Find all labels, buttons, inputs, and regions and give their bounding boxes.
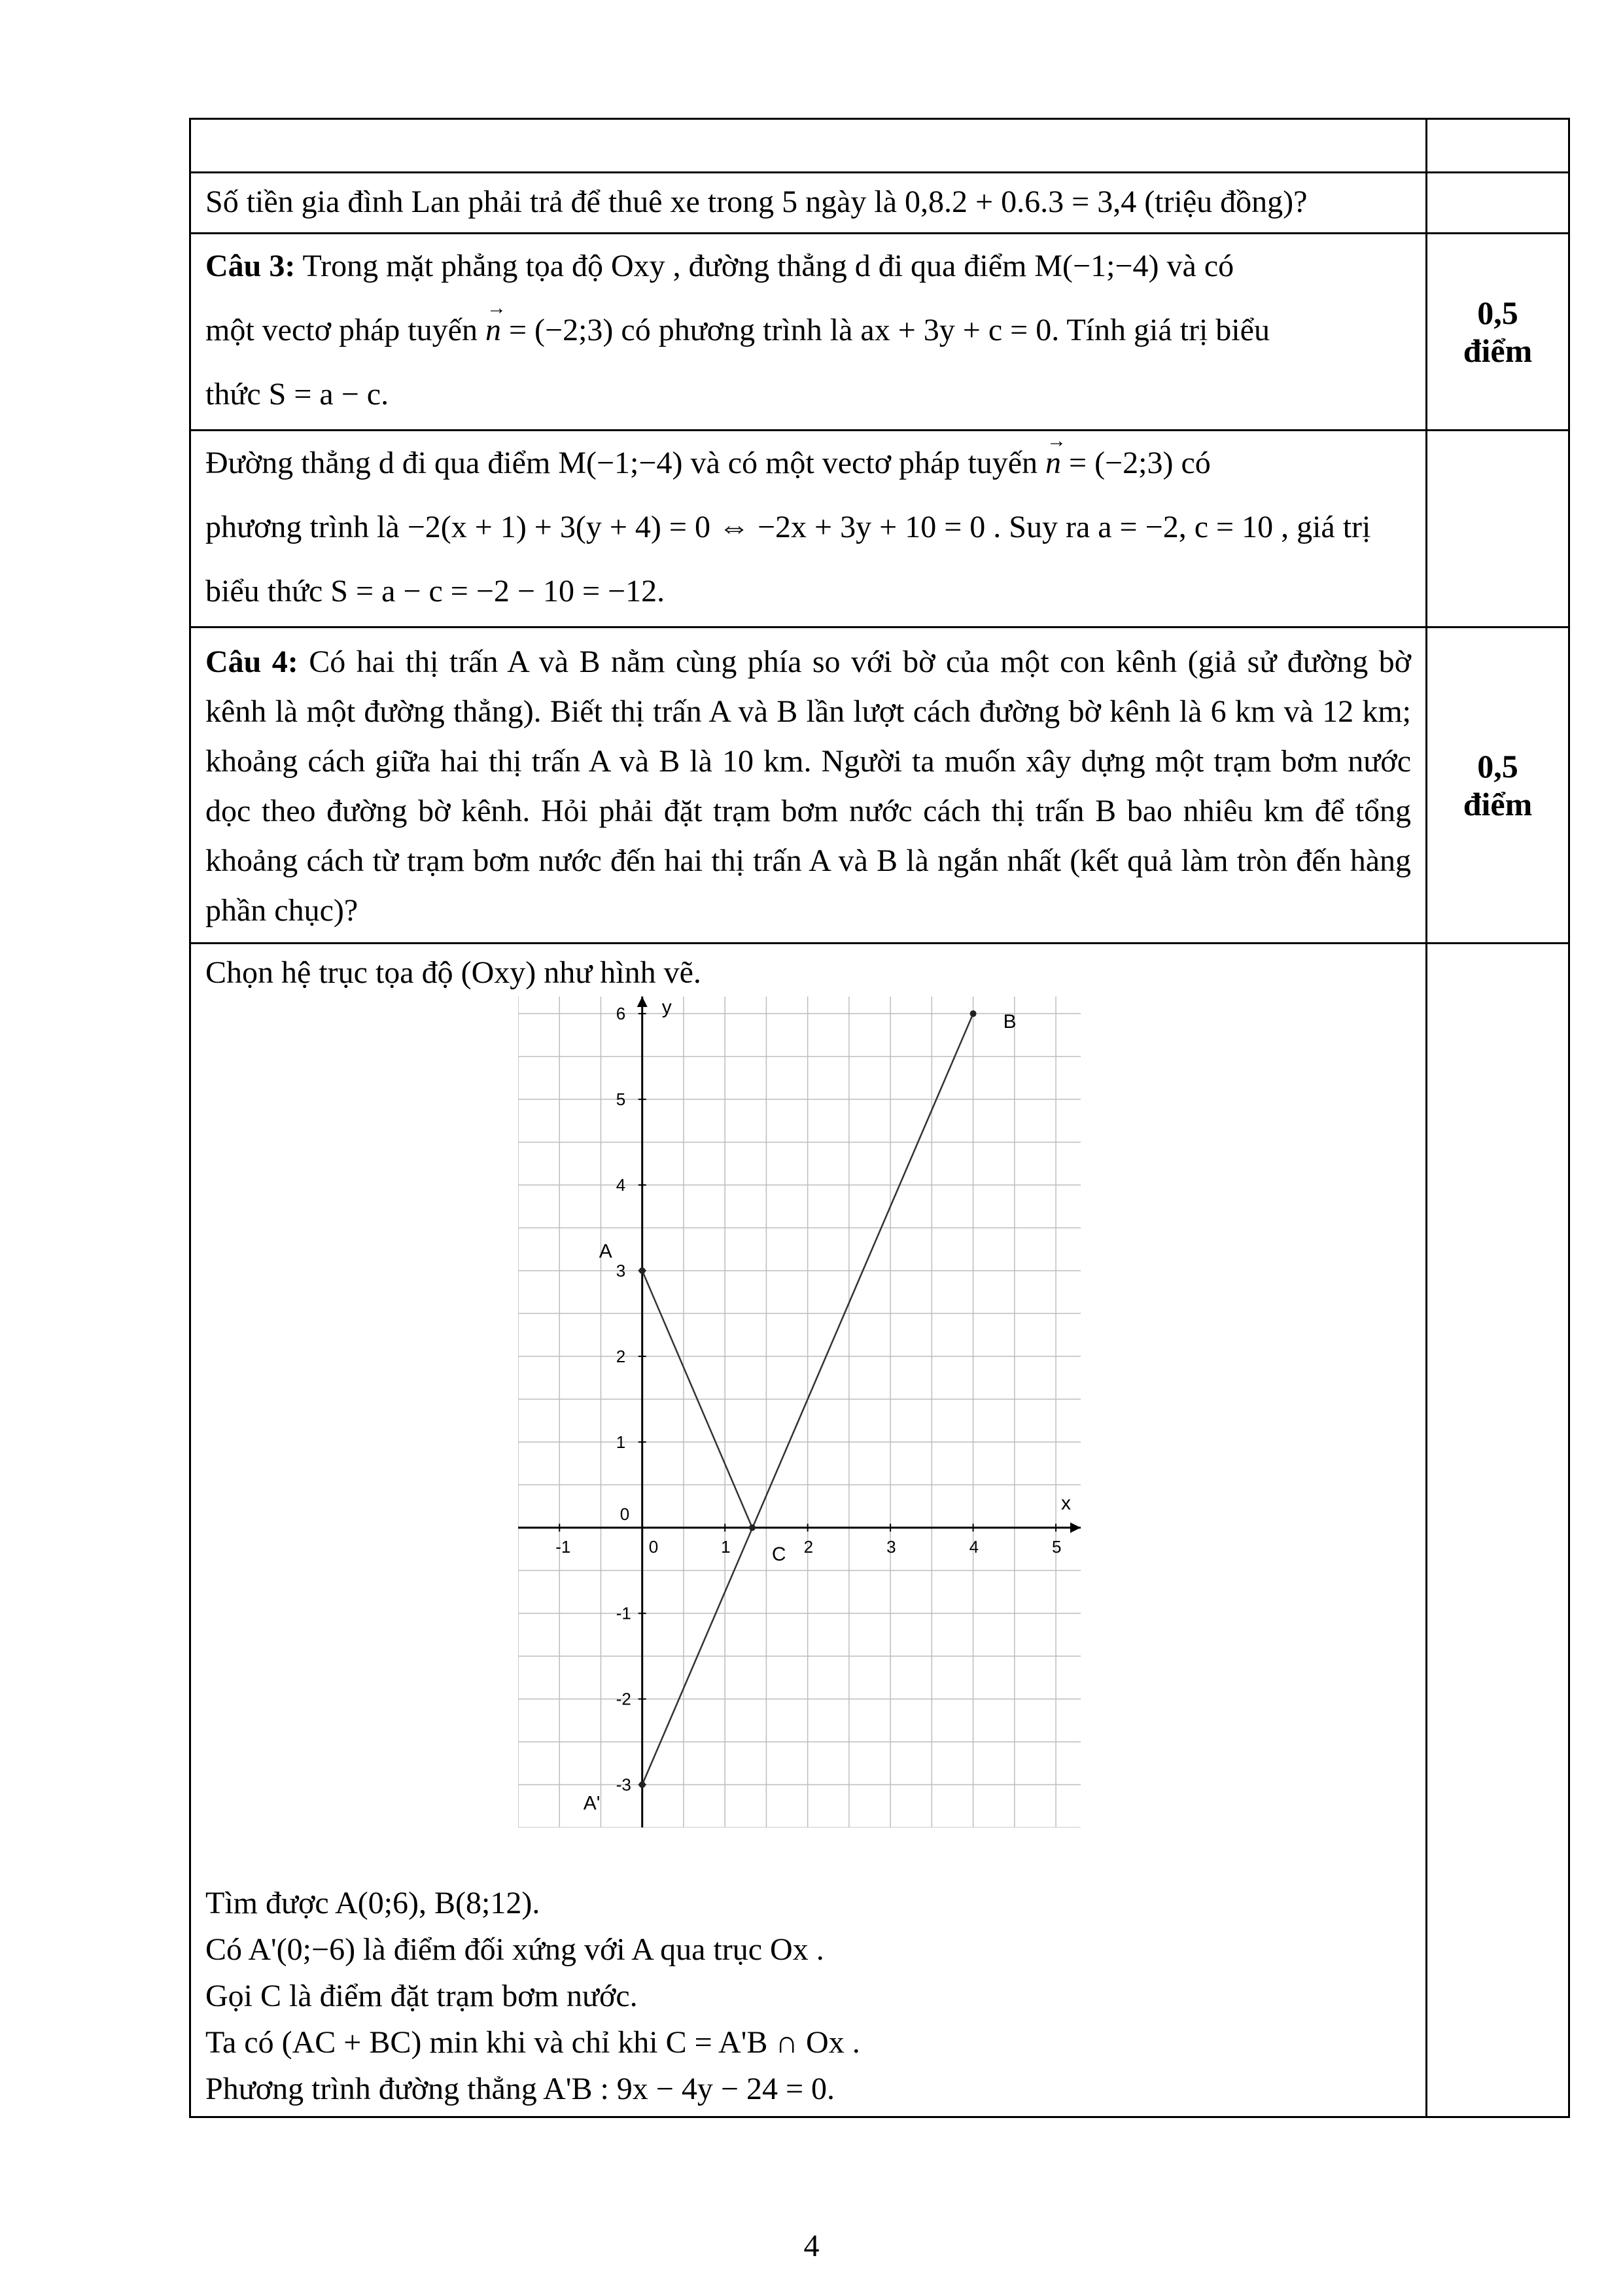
answer-3-line1a: Đường thẳng d đi qua điểm M(−1;−4) và có một vectơ pháp tuyến <box>205 446 1045 480</box>
y-tick-label: 2 <box>616 1346 626 1366</box>
solution-line-4: Ta có (AC + BC) min khi và chỉ khi C = A'B ∩ Ox . <box>205 2025 860 2060</box>
question-4-text <box>191 628 1425 942</box>
answer-3-line3: biểu thức S = a − c = −2 − 10 = −12. <box>205 574 665 609</box>
question-4-body: Có hai thị trấn A và B nằm cùng phía so với bờ của một con kênh (giả sử đường bờ kênh là một đường thẳng). Biết thị trấn A và B lần lượt cách đường bờ kênh là 6 km và 12 km; khoảng cách giữa hai thị trấn A và B là 10 km. Người ta muốn xây dựng một trạm bơm nước dọc theo đường bờ kênh. Hỏi phải đặt trạm bơm nước cách thị trấn B bao nhiêu km để tổng khoảng cách từ trạm bơm nước đến hai thị trấn A và B là ngắn nhất (kết quả làm tròn đến hàng phần chục)? <box>205 645 1412 928</box>
question-4-score <box>1427 627 1569 944</box>
x-tick-label: 4 <box>969 1536 979 1557</box>
question-4-score-value: 0,5 <box>1477 748 1518 785</box>
question-3-score-value: 0,5 <box>1477 294 1518 331</box>
y-tick-label: 6 <box>616 1004 626 1024</box>
question-3-label: Câu 3: <box>205 249 296 283</box>
y-tick-label: 3 <box>616 1260 626 1280</box>
answer-4-row <box>190 944 1569 2117</box>
question-4-label: Câu 4: <box>205 645 298 679</box>
y-axis-label: y <box>661 997 672 1018</box>
x-tick-label: 3 <box>886 1536 896 1557</box>
question-3-text <box>191 234 1425 429</box>
question-3-line2b: = (−2;3) có phương trình là ax + 3y + c = 0. Tính giá trị biểu <box>500 313 1270 347</box>
x-tick-label: 5 <box>1052 1536 1062 1557</box>
point-label-C: C <box>771 1543 786 1565</box>
point-A <box>639 1267 646 1274</box>
point-C <box>749 1525 756 1531</box>
y-tick-label: 4 <box>616 1175 626 1195</box>
answer-3-row <box>190 431 1569 627</box>
solution-line-5: Phương trình đường thẳng A'B : 9x − 4y − 24 = 0. <box>205 2072 835 2106</box>
point-label-B: B <box>1003 1011 1017 1033</box>
graph-svg <box>518 997 1081 1828</box>
carry-over-text: Số tiền gia đình Lan phải trả để thuê xe trong 5 ngày là 0,8.2 + 0.6.3 = 3,4 (triệu đồng)? <box>205 185 1308 219</box>
y-tick-label: 0 <box>620 1504 630 1524</box>
carry-over-score-cell <box>1427 173 1569 234</box>
question-3-line1: Trong mặt phẳng tọa độ Oxy , đường thẳng d đi qua điểm M(−1;−4) và có <box>295 249 1234 283</box>
page-number: 4 <box>803 2229 820 2263</box>
answer-3-score-cell <box>1427 431 1569 627</box>
question-3-score <box>1427 234 1569 431</box>
normal-vector-symbol: → n <box>1045 431 1061 495</box>
solution-line-3: Gọi C là điểm đặt trạm bơm nước. <box>205 1979 638 2013</box>
question-3-line2a: một vectơ pháp tuyến <box>205 313 485 347</box>
answer-4-solution <box>191 1880 1425 2116</box>
empty-row <box>190 119 1569 173</box>
carry-over-row <box>190 173 1569 234</box>
question-4-row <box>190 627 1569 944</box>
point-Ap <box>639 1782 646 1788</box>
answer-3-line2: phương trình là −2(x + 1) + 3(y + 4) = 0 ⇔ −2x + 3y + 10 = 0 . Suy ra a = −2, c = 10 , giá trị <box>205 510 1371 544</box>
x-tick-label: 2 <box>803 1536 814 1557</box>
empty-score-cell <box>1427 119 1569 173</box>
question-4-score-unit: điểm <box>1463 786 1533 822</box>
x-tick-label: 0 <box>648 1536 659 1557</box>
solution-line-2: Có A'(0;−6) là điểm đối xứng với A qua trục Ox . <box>205 1932 824 1967</box>
point-label-A: A <box>599 1240 612 1262</box>
y-tick-label: 5 <box>616 1089 626 1110</box>
normal-vector-symbol: → n <box>485 298 501 362</box>
y-tick-label: -1 <box>616 1603 631 1623</box>
point-B <box>970 1010 977 1017</box>
solution-line-1: Tìm được A(0;6), B(8;12). <box>205 1886 540 1920</box>
answer-3-text <box>191 431 1425 626</box>
answer-table <box>189 118 1570 2118</box>
question-3-score-unit: điểm <box>1463 332 1533 369</box>
y-tick-label: -2 <box>616 1689 631 1709</box>
answer-3-line1b: = (−2;3) có <box>1061 446 1211 480</box>
x-tick-label: -1 <box>555 1536 571 1557</box>
x-axis-arrow <box>1070 1523 1081 1533</box>
y-tick-label: 1 <box>616 1432 626 1452</box>
point-label-Ap: A' <box>583 1792 601 1814</box>
x-axis-label: x <box>1061 1492 1071 1514</box>
y-axis-arrow <box>637 997 648 1007</box>
answer-4-score-cell <box>1427 944 1569 2117</box>
question-3-row <box>190 234 1569 431</box>
x-tick-label: 1 <box>721 1536 731 1557</box>
question-3-line3: thức S = a − c. <box>205 377 389 412</box>
y-tick-label: -3 <box>616 1775 631 1795</box>
empty-cell <box>190 119 1427 173</box>
coordinate-graph <box>191 997 1425 1880</box>
answer-4-intro: Chọn hệ trục tọa độ (Oxy) như hình vẽ. <box>205 955 701 990</box>
